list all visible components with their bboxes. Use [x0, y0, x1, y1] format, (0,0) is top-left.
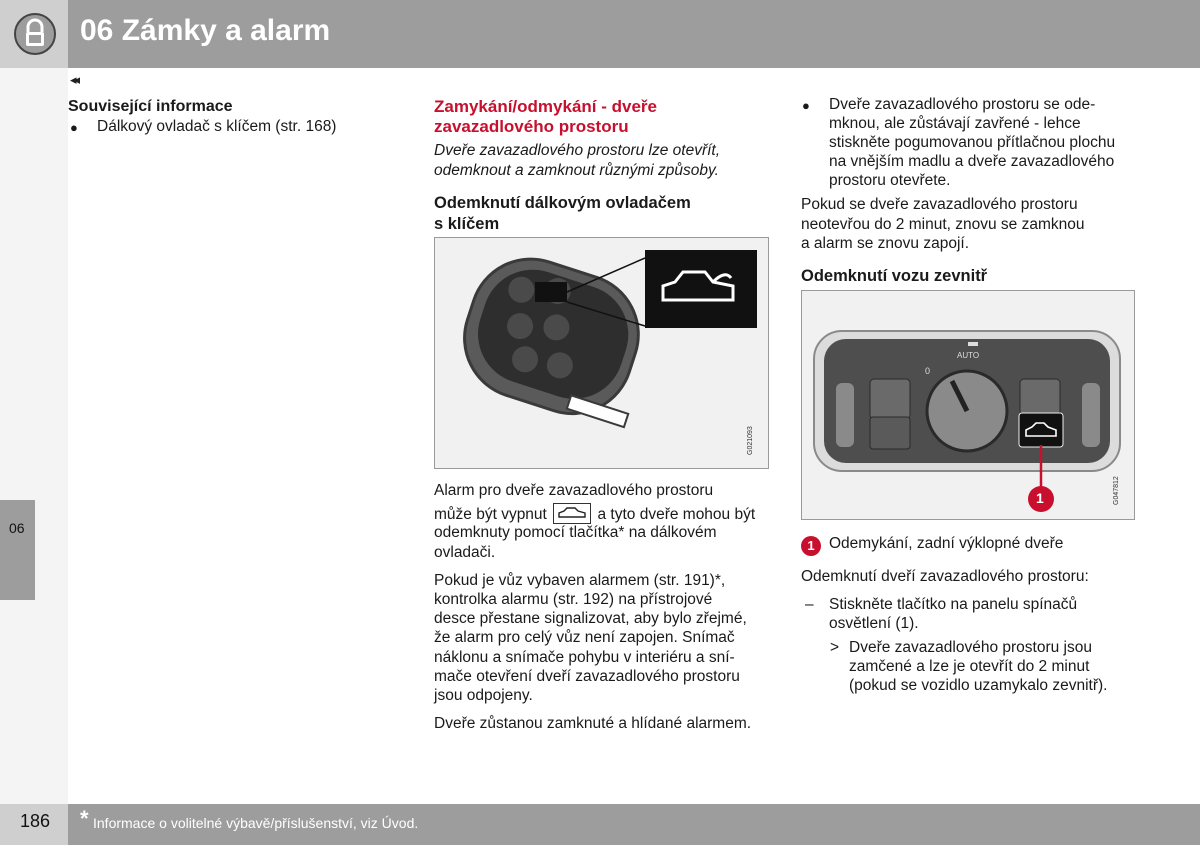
back-arrows-icon[interactable]: ◂◂ — [70, 72, 78, 87]
section-title-line1: Zamykání/odmykání - dveře — [434, 97, 657, 116]
para1-line4: ovladači. — [434, 544, 496, 561]
para2-line6: mače otevření dveří zavazadlového prostoru — [434, 668, 740, 685]
result-marker: > — [830, 639, 840, 656]
result-line2: zamčené a lze je otevřít do 2 minut — [849, 658, 1090, 675]
bullet-line5: prostoru otevřete. — [829, 172, 951, 189]
result-line1: Dveře zavazadlového prostoru jsou — [849, 639, 1092, 656]
panel-auto-label: AUTO — [957, 351, 980, 360]
callout-badge: 1 — [801, 536, 821, 556]
section-title-line2: zavazadlového prostoru — [434, 117, 629, 136]
para2-line1: Pokud je vůz vybaven alarmem (str. 191)*, — [434, 572, 726, 589]
callout-1-label: 1 — [1036, 490, 1044, 506]
para1-line2-start: může být vypnut — [434, 506, 547, 523]
bullet-line4: na vnějším madlu a dveře zavazadlového — [829, 153, 1115, 170]
para2-line3: desce přestane signalizovat, aby bylo zřejmé, — [434, 610, 747, 627]
figure-code-remote: G021093 — [747, 426, 754, 455]
remote-key-illustration — [435, 238, 768, 468]
related-info-heading: Související informace — [68, 98, 233, 115]
para1-line2-end: a tyto dveře mohou být — [597, 506, 756, 523]
light-switch-panel-illustration — [802, 291, 1134, 519]
subheading-inside: Odemknutí vozu zevnitř — [801, 267, 988, 285]
intro-line1: Dveře zavazadlového prostoru lze otevřít, — [434, 142, 721, 159]
para2-line5: náklonu a snímače pohybu v interiéru a sní- — [434, 649, 735, 666]
bullet-icon: ● — [802, 98, 810, 113]
chapter-tab-label: 06 — [9, 520, 25, 536]
para1-line1: Alarm pro dveře zavazadlového prostoru — [434, 482, 714, 499]
result-line3: (pokud se vozidlo uzamykalo zevnitř). — [849, 677, 1108, 694]
subheading-remote-line2: s klíčem — [434, 215, 500, 233]
dash-line1: Stiskněte tlačítko na panelu spínačů — [829, 596, 1078, 613]
col3-para2: Odemknutí dveří zavazadlového prostoru: — [801, 568, 1089, 585]
col3-para1-line2: neotevřou do 2 minut, znovu se zamknou — [801, 216, 1085, 233]
para1-line3: odemknuty pomocí tlačítka* na dálkovém — [434, 524, 717, 541]
para2-line7: jsou odpojeny. — [434, 687, 533, 704]
remote-key-figure — [434, 237, 769, 469]
side-margin — [0, 68, 68, 804]
chapter-title: 06 Zámky a alarm — [80, 14, 331, 47]
para2-line2: kontrolka alarmu (str. 192) na přístrojové — [434, 591, 713, 608]
bullet-line1: Dveře zavazadlového prostoru se ode- — [829, 96, 1096, 113]
intro-line2: odemknout a zamknout různými způsoby. — [434, 162, 719, 179]
related-info-link[interactable]: Dálkový ovladač s klíčem (str. 168) — [97, 118, 337, 135]
figure-code-panel: G047812 — [1113, 476, 1120, 505]
subheading-remote-line1: Odemknutí dálkovým ovladačem — [434, 194, 691, 212]
dash-line2: osvětlení (1). — [829, 615, 919, 632]
col3-para1-line3: a alarm se znovu zapojí. — [801, 235, 970, 252]
bullet-line3: stiskněte pogumovanou přítlačnou plochu — [829, 134, 1116, 151]
panel-zero-label: 0 — [925, 366, 931, 376]
para1-line2 — [434, 503, 755, 525]
dash-marker: – — [805, 596, 814, 613]
light-panel-figure — [801, 290, 1135, 520]
para2-line4: že alarm pro celý vůz není zapojen. Snímač — [434, 629, 735, 646]
tailgate-icon — [553, 503, 591, 524]
page-number: 186 — [20, 811, 51, 831]
figure-caption: Odemykání, zadní výklopné dveře — [829, 535, 1064, 552]
chapter-icon-box — [0, 0, 68, 68]
footnote-text: Informace o volitelné výbavě/příslušenství, viz Úvod. — [93, 815, 419, 831]
bullet-icon: ● — [70, 120, 78, 135]
para3: Dveře zůstanou zamknuté a hlídané alarmem. — [434, 715, 752, 732]
footnote-star: * — [80, 806, 89, 831]
lock-icon — [14, 13, 56, 55]
col3-para1-line1: Pokud se dveře zavazadlového prostoru — [801, 196, 1078, 213]
chapter-tab[interactable] — [0, 500, 35, 600]
bullet-line2: mknou, ale zůstávají zavřené - lehce — [829, 115, 1081, 132]
